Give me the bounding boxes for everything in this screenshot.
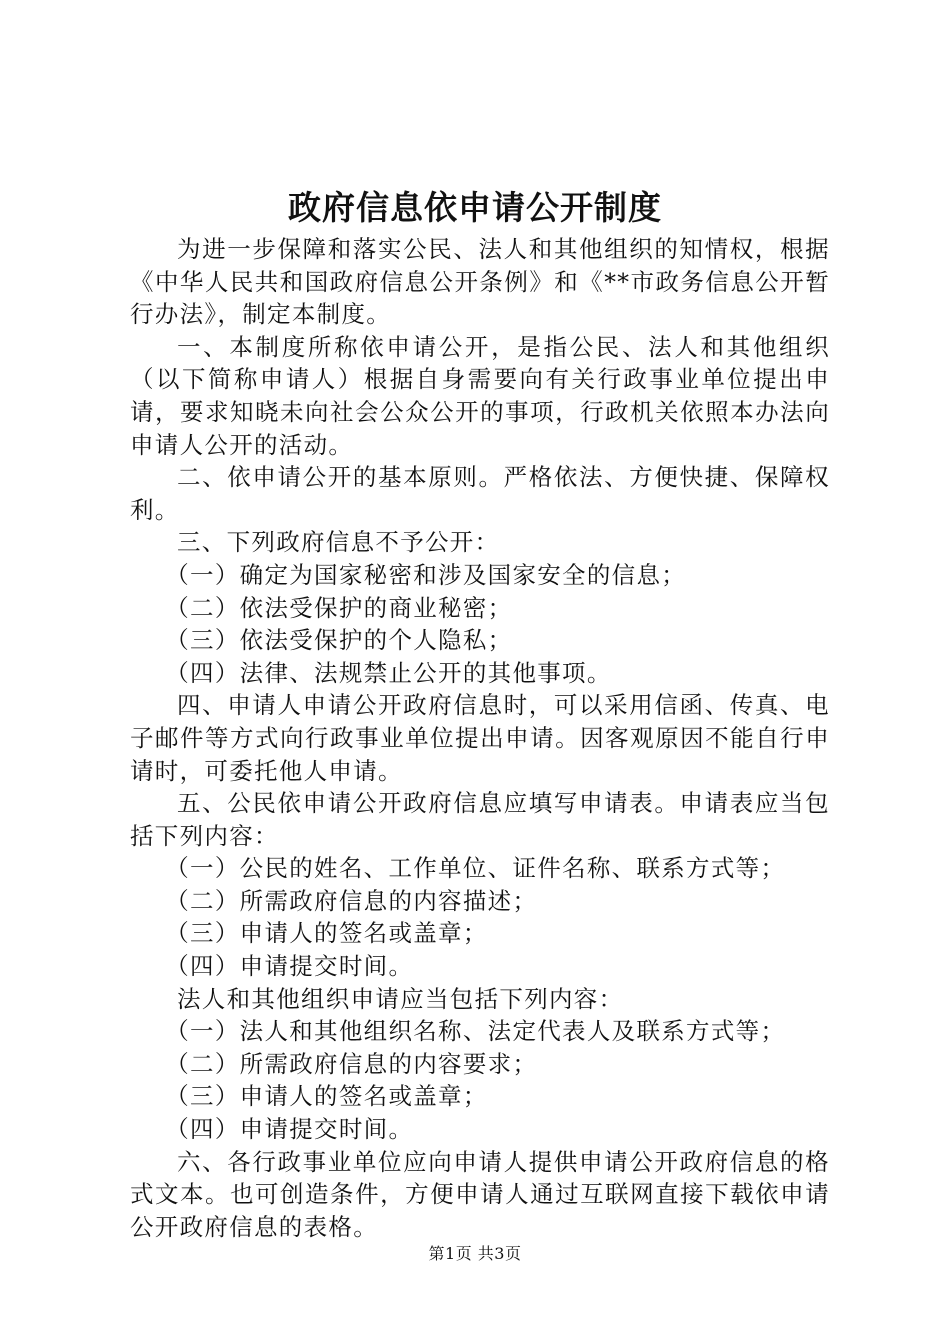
document-title: 政府信息依申请公开制度 — [288, 188, 662, 227]
paragraph-legal-entity: 法人和其他组织申请应当包括下列内容： — [177, 984, 624, 1013]
paragraph-article-3: 三、下列政府信息不予公开： — [177, 528, 500, 557]
paragraph-article-1: 一、本制度所称依申请公开，是指公民、法人和其他组织（以下简称申请人）根据自身需要向有关行政事业单位提出申请，要求知晓未向社会公众公开的事项，行政机关依照本办法向申请人公开的活动。 — [130, 332, 830, 459]
paragraph-article-2: 二、依申请公开的基本原则。严格依法、方便快捷、保障权利。 — [130, 463, 830, 524]
list-item: （三）依法受保护的个人隐私； — [165, 626, 513, 655]
paragraph-article-4: 四、申请人申请公开政府信息时，可以采用信函、传真、电子邮件等方式向行政事业单位提出申请。因客观原因不能自行申请时，可委托他人申请。 — [130, 691, 830, 785]
list-item: （二）所需政府信息的内容要求； — [165, 1049, 538, 1078]
list-item: （四）申请提交时间。 — [165, 952, 414, 981]
paragraph-article-6: 六、各行政事业单位应向申请人提供申请公开政府信息的格式文本。也可创造条件，方便申请人通过互联网直接下载依申请公开政府信息的表格。 — [130, 1147, 830, 1241]
list-item: （三）申请人的签名或盖章； — [165, 919, 488, 948]
paragraph-article-5: 五、公民依申请公开政府信息应填写申请表。申请表应当包括下列内容： — [130, 789, 830, 850]
list-item: （三）申请人的签名或盖章； — [165, 1082, 488, 1111]
paragraph-intro: 为进一步保障和落实公民、法人和其他组织的知情权，根据《中华人民共和国政府信息公开条例》和《**市政务信息公开暂行办法》，制定本制度。 — [130, 235, 830, 329]
list-item: （二）所需政府信息的内容描述； — [165, 886, 538, 915]
list-item: （四）法律、法规禁止公开的其他事项。 — [165, 658, 612, 687]
list-item: （二）依法受保护的商业秘密； — [165, 593, 513, 622]
document-body — [130, 233, 830, 1243]
list-item: （一）公民的姓名、工作单位、证件名称、联系方式等； — [165, 854, 786, 883]
list-item: （一）确定为国家秘密和涉及国家安全的信息； — [165, 560, 687, 589]
list-item: （四）申请提交时间。 — [165, 1115, 414, 1144]
page-number-footer: 第1页 共3页 — [428, 1244, 522, 1263]
list-item: （一）法人和其他组织名称、法定代表人及联系方式等； — [165, 1017, 786, 1046]
